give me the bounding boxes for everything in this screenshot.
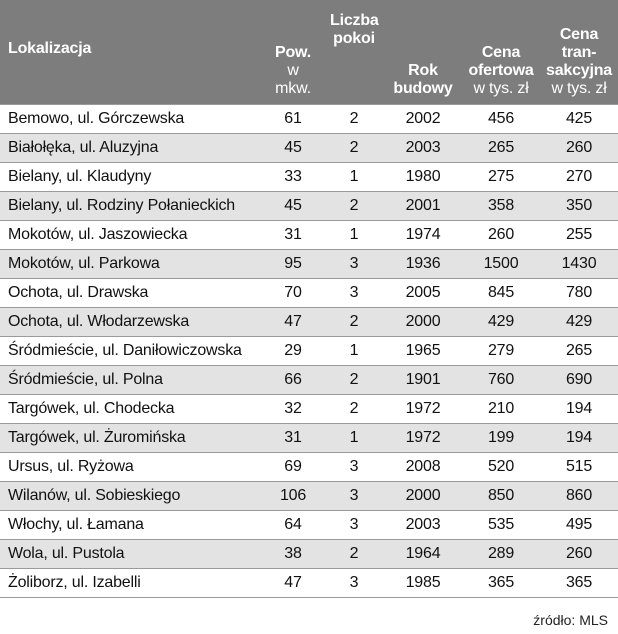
cell-year: 1980	[405, 167, 441, 185]
table-row	[0, 539, 618, 568]
cell-rooms: 3	[349, 573, 359, 591]
cell-transaction-price: 194	[565, 428, 593, 446]
header-transaction-price: Cena tran- sakcyjna w tys. zł	[540, 0, 618, 104]
table-row	[0, 452, 618, 481]
cell-area: 45	[284, 196, 302, 214]
table-row	[0, 510, 618, 539]
cell-rooms: 2	[349, 312, 359, 330]
cell-offer-price: 289	[487, 544, 515, 562]
cell-year: 2000	[405, 312, 441, 330]
cell-offer-price: 429	[487, 312, 515, 330]
cell-location: Bemowo, ul. Górczewska	[8, 109, 185, 127]
cell-rooms: 3	[349, 283, 359, 301]
cell-location: Ochota, ul. Włodarzewska	[8, 312, 190, 330]
cell-area: 64	[284, 515, 302, 533]
table-row	[0, 423, 618, 452]
table-row	[0, 336, 618, 365]
cell-offer-price: 456	[487, 109, 515, 127]
cell-area: 47	[284, 312, 302, 330]
header-offer-price: Cena ofertowa w tys. zł	[462, 0, 540, 104]
cell-area: 61	[284, 109, 302, 127]
cell-location: Białołęka, ul. Aluzyjna	[8, 138, 159, 156]
table-row	[0, 278, 618, 307]
cell-area: 31	[284, 428, 302, 446]
table-body	[0, 104, 618, 597]
cell-offer-price: 760	[487, 370, 515, 388]
cell-year: 1972	[405, 399, 441, 417]
cell-area: 70	[284, 283, 302, 301]
cell-location: Mokotów, ul. Parkowa	[8, 254, 160, 272]
cell-transaction-price: 495	[565, 515, 593, 533]
source-note: źródło: MLS	[533, 612, 608, 628]
cell-offer-price: 260	[487, 225, 515, 243]
cell-year: 1936	[405, 254, 441, 272]
cell-location: Żoliborz, ul. Izabelli	[8, 573, 141, 591]
table-row	[0, 481, 618, 510]
cell-location: Ursus, ul. Ryżowa	[8, 457, 134, 475]
cell-location: Mokotów, ul. Jaszowiecka	[8, 225, 188, 243]
cell-location: Bielany, ul. Rodziny Połanieckich	[8, 196, 236, 214]
cell-transaction-price: 350	[565, 196, 593, 214]
cell-offer-price: 275	[487, 167, 515, 185]
cell-area: 32	[284, 399, 302, 417]
cell-offer-price: 265	[487, 138, 515, 156]
cell-area: 31	[284, 225, 302, 243]
cell-year: 2002	[405, 109, 441, 127]
cell-transaction-price: 194	[565, 399, 593, 417]
cell-year: 2000	[405, 486, 441, 504]
cell-transaction-price: 429	[565, 312, 593, 330]
cell-offer-price: 1500	[483, 254, 519, 272]
cell-year: 1964	[405, 544, 441, 562]
cell-transaction-price: 255	[565, 225, 593, 243]
header-rooms: Liczba pokoi	[324, 0, 384, 104]
cell-rooms: 1	[349, 428, 359, 446]
cell-offer-price: 845	[487, 283, 515, 301]
cell-area: 45	[284, 138, 302, 156]
cell-area: 106	[279, 486, 307, 504]
cell-location: Wilanów, ul. Sobieskiego	[8, 486, 181, 504]
header-year: Rok budowy	[384, 0, 462, 104]
cell-area: 29	[284, 341, 302, 359]
cell-rooms: 1	[349, 225, 359, 243]
cell-year: 2003	[405, 515, 441, 533]
cell-area: 95	[284, 254, 302, 272]
cell-area: 66	[284, 370, 302, 388]
cell-offer-price: 210	[487, 399, 515, 417]
cell-offer-price: 850	[487, 486, 515, 504]
cell-transaction-price: 690	[565, 370, 593, 388]
cell-rooms: 1	[349, 341, 359, 359]
cell-transaction-price: 515	[565, 457, 593, 475]
cell-offer-price: 199	[487, 428, 515, 446]
cell-year: 1974	[405, 225, 441, 243]
cell-rooms: 1	[349, 167, 359, 185]
cell-offer-price: 279	[487, 341, 515, 359]
cell-rooms: 3	[349, 515, 359, 533]
cell-year: 1901	[405, 370, 441, 388]
cell-location: Ochota, ul. Drawska	[8, 283, 149, 301]
cell-transaction-price: 265	[565, 341, 593, 359]
cell-rooms: 2	[349, 109, 359, 127]
cell-offer-price: 520	[487, 457, 515, 475]
header-location: Lokalizacja	[0, 0, 262, 104]
cell-location: Śródmieście, ul. Daniłowiczowska	[8, 341, 242, 359]
table-row	[0, 104, 618, 133]
table-row	[0, 568, 618, 597]
cell-rooms: 2	[349, 544, 359, 562]
cell-transaction-price: 260	[565, 544, 593, 562]
table-row	[0, 191, 618, 220]
table-row	[0, 365, 618, 394]
cell-transaction-price: 365	[565, 573, 593, 591]
table-row	[0, 394, 618, 423]
cell-location: Bielany, ul. Klaudyny	[8, 167, 152, 185]
cell-transaction-price: 780	[565, 283, 593, 301]
table-row	[0, 249, 618, 278]
table-row	[0, 133, 618, 162]
cell-rooms: 2	[349, 196, 359, 214]
cell-year: 1985	[405, 573, 441, 591]
cell-rooms: 2	[349, 399, 359, 417]
cell-offer-price: 358	[487, 196, 515, 214]
cell-rooms: 3	[349, 486, 359, 504]
cell-transaction-price: 260	[565, 138, 593, 156]
cell-location: Wola, ul. Pustola	[8, 544, 125, 562]
cell-area: 38	[284, 544, 302, 562]
cell-rooms: 2	[349, 138, 359, 156]
cell-location: Targówek, ul. Żuromińska	[8, 428, 186, 446]
cell-rooms: 3	[349, 457, 359, 475]
cell-area: 69	[284, 457, 302, 475]
cell-year: 1972	[405, 428, 441, 446]
cell-year: 2005	[405, 283, 441, 301]
cell-transaction-price: 1430	[561, 254, 597, 272]
cell-location: Targówek, ul. Chodecka	[8, 399, 175, 417]
cell-location: Śródmieście, ul. Polna	[8, 370, 163, 388]
cell-area: 33	[284, 167, 302, 185]
cell-year: 2008	[405, 457, 441, 475]
table-row	[0, 307, 618, 336]
cell-area: 47	[284, 573, 302, 591]
cell-transaction-price: 270	[565, 167, 593, 185]
cell-rooms: 2	[349, 370, 359, 388]
table-header	[0, 0, 618, 104]
cell-year: 2003	[405, 138, 441, 156]
cell-rooms: 3	[349, 254, 359, 272]
header-row	[0, 0, 618, 104]
cell-year: 2001	[405, 196, 441, 214]
cell-location: Włochy, ul. Łamana	[8, 515, 144, 533]
cell-transaction-price: 860	[565, 486, 593, 504]
cell-year: 1965	[405, 341, 441, 359]
cell-offer-price: 535	[487, 515, 515, 533]
table-row	[0, 220, 618, 249]
cell-transaction-price: 425	[565, 109, 593, 127]
table-row	[0, 162, 618, 191]
cell-offer-price: 365	[487, 573, 515, 591]
header-area: Pow. w mkw.	[262, 0, 324, 104]
